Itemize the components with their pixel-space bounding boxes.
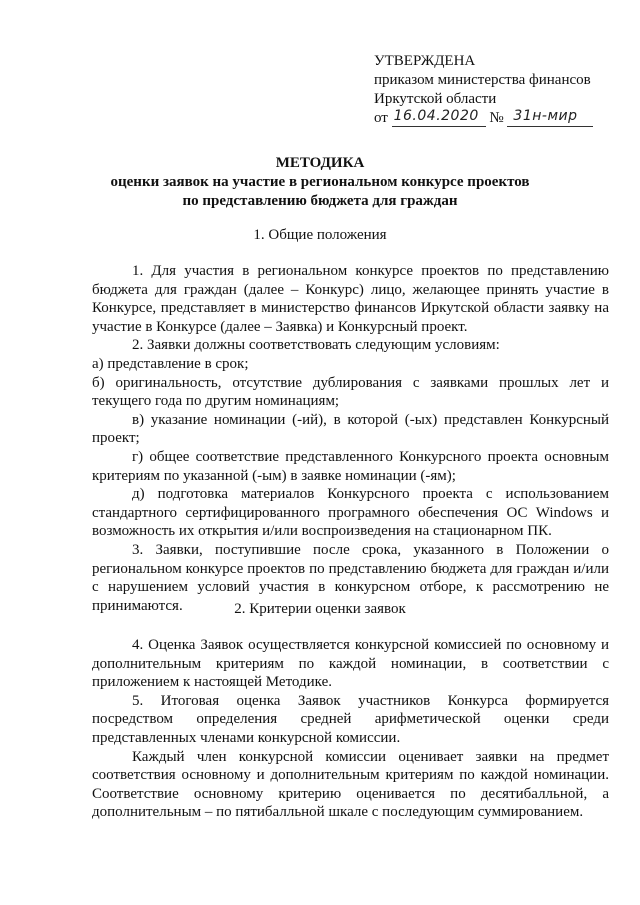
- paragraph-2b: б) оригинальность, отсутствие дублирования с заявками прошлых лет и текущего года по другим номинациям;: [92, 374, 609, 410]
- approval-title: УТВЕРЖДЕНА: [374, 53, 476, 69]
- document-subtitle-line1: оценки заявок на участие в региональном конкурсе проектов: [110, 174, 530, 190]
- paragraph-2a: а) представление в срок;: [92, 355, 249, 372]
- paragraph-6: Каждый член конкурсной комиссии оценивает заявки на предмет соответствия основному и дополнительным критериям по каждой номинации. Соответствие основному критерию оценивается по десятибалльной, а дополнительным – по пятибалльной шкале с последующим суммированием.: [92, 748, 609, 821]
- paragraph-2c: в) указание номинации (-ий), в которой (-ых) представлен Конкурсный проект;: [92, 411, 609, 447]
- section1-body: [92, 262, 609, 615]
- document-title: МЕТОДИКА: [275, 155, 365, 171]
- handwritten-date: 16.04.2020: [392, 107, 486, 127]
- section1-heading: 1. Общие положения: [253, 227, 387, 243]
- document-title-block: [0, 154, 640, 211]
- number-prefix: №: [489, 110, 504, 126]
- handwritten-order-number: 31н-мир: [507, 107, 593, 127]
- date-prefix: от: [374, 110, 388, 126]
- approval-date-number-line: [374, 109, 593, 129]
- section2-heading: 2. Критерии оценки заявок: [234, 601, 406, 617]
- paragraph-4: 4. Оценка Заявок осуществляется конкурсной комиссией по основному и дополнительным критериям по каждой номинации, в соответствии с приложением к настоящей Методике.: [92, 637, 609, 691]
- paragraph-2e: д) подготовка материалов Конкурсного проекта с использованием стандартного сертифицированного програмного обеспечения ОС Windows и возможность их открытия и/или воспроизведения на стационарном ПК.: [92, 486, 609, 540]
- section2-body: [92, 636, 609, 822]
- paragraph-5: 5. Итоговая оценка Заявок участников Конкурса формируется посредством определения средней арифметической оценки среди представленных членами конкурсной комиссии.: [92, 692, 609, 746]
- approval-region-line: Иркутской области: [374, 91, 497, 107]
- paragraph-2: 2. Заявки должны соответствовать следующим условиям:: [132, 337, 500, 354]
- approval-stamp-block: [374, 52, 593, 129]
- approval-order-line: приказом министерства финансов: [374, 72, 591, 88]
- paragraph-2d: г) общее соответствие представленного Конкурсного проекта основным критериям по указанной (-ым) в заявке номинации (-ям);: [92, 448, 609, 484]
- document-subtitle-line2: по представлению бюджета для граждан: [182, 193, 458, 209]
- paragraph-1: 1. Для участия в региональном конкурсе проектов по представлению бюджета для граждан (далее – Конкурс) лицо, желающее принять участие в Конкурсе, представляет в министерство финансов Иркутской области заявку на участие в Конкурсе (далее – Заявка) и Конкурсный проект.: [92, 263, 609, 335]
- paragraph-3: 3. Заявки, поступившие после срока, указанного в Положении о региональном конкурсе проектов по представлению бюджета для граждан и/или с нарушением условий участия в конкурсном отборе, к рассмотрению не принимаются.: [92, 541, 609, 614]
